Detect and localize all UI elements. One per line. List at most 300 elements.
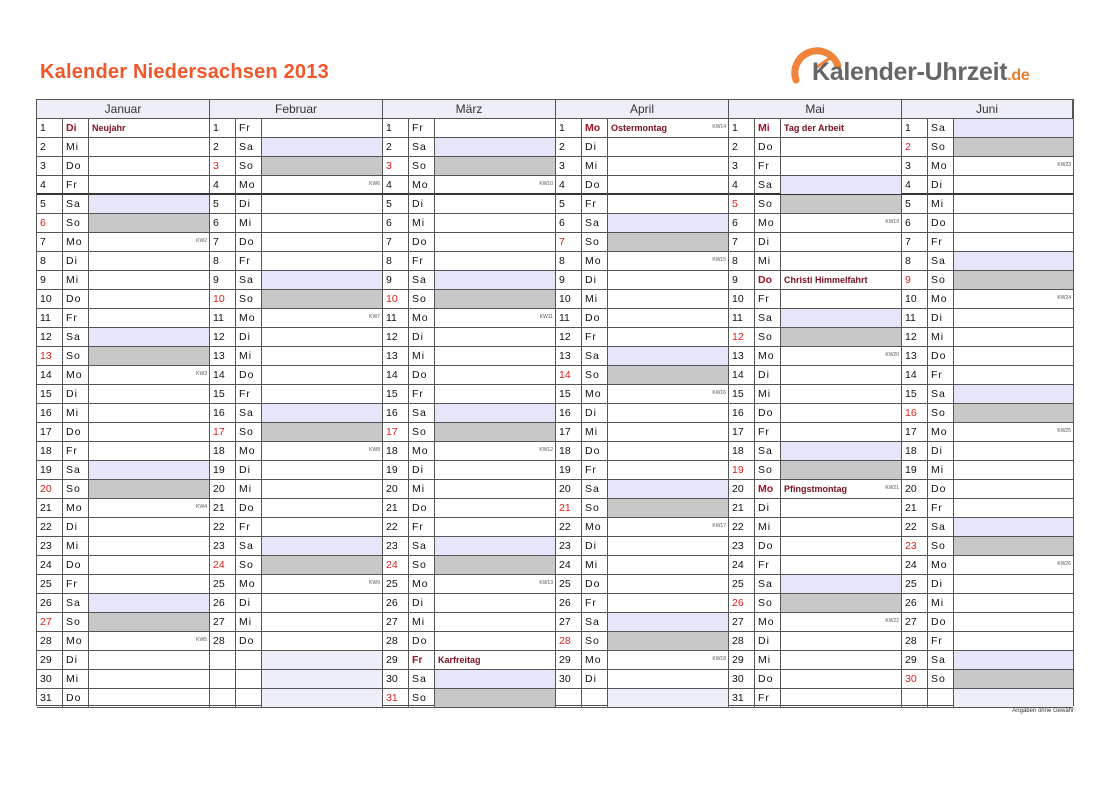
day-row bbox=[729, 556, 902, 575]
day-entry[interactable] bbox=[435, 157, 556, 175]
day-entry[interactable] bbox=[262, 271, 383, 289]
day-entry[interactable] bbox=[262, 499, 383, 517]
day-entry[interactable] bbox=[954, 632, 1073, 650]
day-entry[interactable] bbox=[954, 423, 1073, 441]
day-entry[interactable] bbox=[89, 689, 210, 707]
day-entry[interactable] bbox=[89, 138, 210, 156]
weekday-name: Sa bbox=[582, 347, 608, 365]
day-entry[interactable] bbox=[608, 499, 729, 517]
day-row bbox=[556, 176, 729, 195]
day-entry[interactable] bbox=[608, 157, 729, 175]
day-entry[interactable] bbox=[781, 689, 902, 707]
weekday-name: So bbox=[755, 594, 781, 612]
day-number: 18 bbox=[902, 442, 928, 460]
weekday-name: Mi bbox=[63, 404, 89, 422]
day-entry[interactable] bbox=[262, 518, 383, 536]
day-entry[interactable] bbox=[781, 119, 902, 137]
day-entry[interactable] bbox=[954, 271, 1073, 289]
day-entry[interactable] bbox=[435, 423, 556, 441]
calendar-week-label: KW9 bbox=[369, 580, 380, 586]
day-entry[interactable] bbox=[608, 195, 729, 213]
day-number: 17 bbox=[383, 423, 409, 441]
day-number: 10 bbox=[37, 290, 63, 308]
day-entry[interactable] bbox=[954, 195, 1073, 213]
logo[interactable] bbox=[786, 36, 1076, 94]
day-row bbox=[902, 347, 1073, 366]
day-entry[interactable] bbox=[89, 594, 210, 612]
day-row bbox=[556, 195, 729, 214]
day-entry[interactable] bbox=[262, 404, 383, 422]
day-entry[interactable] bbox=[608, 442, 729, 460]
day-entry[interactable] bbox=[608, 423, 729, 441]
day-entry[interactable] bbox=[89, 556, 210, 574]
day-entry[interactable] bbox=[608, 689, 729, 707]
day-entry[interactable] bbox=[435, 651, 556, 669]
day-entry[interactable] bbox=[781, 575, 902, 593]
day-entry[interactable] bbox=[435, 347, 556, 365]
day-row bbox=[902, 290, 1073, 309]
day-entry[interactable] bbox=[435, 404, 556, 422]
day-entry[interactable] bbox=[781, 461, 902, 479]
day-entry[interactable] bbox=[954, 499, 1073, 517]
day-entry[interactable] bbox=[954, 176, 1073, 194]
day-entry[interactable] bbox=[435, 252, 556, 270]
day-number: 8 bbox=[902, 252, 928, 270]
day-entry[interactable] bbox=[89, 195, 210, 213]
day-entry[interactable] bbox=[435, 385, 556, 403]
day-entry[interactable] bbox=[262, 214, 383, 232]
day-entry[interactable] bbox=[89, 214, 210, 232]
day-entry[interactable] bbox=[262, 252, 383, 270]
day-entry[interactable] bbox=[781, 252, 902, 270]
day-entry[interactable] bbox=[781, 499, 902, 517]
day-entry[interactable] bbox=[89, 480, 210, 498]
day-entry[interactable] bbox=[262, 328, 383, 346]
day-entry[interactable] bbox=[608, 271, 729, 289]
day-entry[interactable] bbox=[608, 594, 729, 612]
day-row bbox=[902, 442, 1073, 461]
weekday-name: Mi bbox=[582, 290, 608, 308]
day-entry[interactable] bbox=[954, 594, 1073, 612]
day-entry[interactable] bbox=[89, 613, 210, 631]
day-entry[interactable] bbox=[89, 233, 210, 251]
day-row bbox=[37, 461, 210, 480]
day-row bbox=[383, 385, 556, 404]
day-entry[interactable] bbox=[89, 271, 210, 289]
day-entry[interactable] bbox=[435, 119, 556, 137]
day-entry[interactable] bbox=[89, 442, 210, 460]
day-entry[interactable] bbox=[608, 214, 729, 232]
day-entry[interactable] bbox=[608, 480, 729, 498]
weekday-name: Sa bbox=[928, 651, 954, 669]
day-row bbox=[902, 613, 1073, 632]
day-row bbox=[383, 442, 556, 461]
day-entry[interactable] bbox=[781, 347, 902, 365]
day-entry[interactable] bbox=[781, 309, 902, 327]
day-number: 2 bbox=[210, 138, 236, 156]
day-row bbox=[37, 252, 210, 271]
weekday-name: Do bbox=[63, 290, 89, 308]
month-header: Juni bbox=[902, 100, 1073, 119]
day-row bbox=[210, 214, 383, 233]
day-row bbox=[729, 575, 902, 594]
day-number: 10 bbox=[556, 290, 582, 308]
day-entry[interactable] bbox=[781, 632, 902, 650]
day-entry[interactable] bbox=[954, 518, 1073, 536]
day-entry[interactable] bbox=[435, 214, 556, 232]
day-entry[interactable] bbox=[608, 233, 729, 251]
day-entry[interactable] bbox=[608, 556, 729, 574]
day-entry[interactable] bbox=[781, 328, 902, 346]
day-entry[interactable] bbox=[262, 556, 383, 574]
day-entry[interactable] bbox=[89, 366, 210, 384]
day-entry[interactable] bbox=[262, 651, 383, 669]
day-row bbox=[729, 385, 902, 404]
day-number: 27 bbox=[902, 613, 928, 631]
day-entry[interactable] bbox=[954, 613, 1073, 631]
day-number: 22 bbox=[210, 518, 236, 536]
day-entry[interactable] bbox=[262, 442, 383, 460]
day-number bbox=[902, 689, 928, 707]
day-entry[interactable] bbox=[954, 404, 1073, 422]
day-entry[interactable] bbox=[608, 138, 729, 156]
weekday-name: Mi bbox=[755, 119, 781, 137]
day-entry[interactable] bbox=[954, 214, 1073, 232]
day-entry[interactable] bbox=[89, 119, 210, 137]
day-entry[interactable] bbox=[781, 290, 902, 308]
day-entry[interactable] bbox=[608, 651, 729, 669]
day-number: 23 bbox=[383, 537, 409, 555]
weekday-name: Fr bbox=[928, 366, 954, 384]
holiday-name: Karfreitag bbox=[438, 655, 481, 665]
day-entry[interactable] bbox=[781, 518, 902, 536]
weekday-name: Fr bbox=[409, 385, 435, 403]
day-entry[interactable] bbox=[954, 385, 1073, 403]
day-entry[interactable] bbox=[262, 138, 383, 156]
day-entry[interactable] bbox=[608, 537, 729, 555]
day-entry[interactable] bbox=[89, 385, 210, 403]
day-entry[interactable] bbox=[435, 366, 556, 384]
day-number: 9 bbox=[902, 271, 928, 289]
weekday-name: Di bbox=[236, 594, 262, 612]
day-row bbox=[556, 233, 729, 252]
day-row bbox=[902, 499, 1073, 518]
day-entry[interactable] bbox=[781, 233, 902, 251]
day-entry[interactable] bbox=[954, 119, 1073, 137]
day-entry[interactable] bbox=[89, 461, 210, 479]
day-entry[interactable] bbox=[781, 157, 902, 175]
day-entry[interactable] bbox=[608, 385, 729, 403]
day-entry[interactable] bbox=[781, 613, 902, 631]
weekday-name: Do bbox=[236, 632, 262, 650]
day-entry[interactable] bbox=[89, 632, 210, 650]
day-entry[interactable] bbox=[608, 366, 729, 384]
day-entry[interactable] bbox=[954, 480, 1073, 498]
day-number: 7 bbox=[210, 233, 236, 251]
day-entry[interactable] bbox=[608, 309, 729, 327]
day-entry[interactable] bbox=[954, 309, 1073, 327]
day-number: 29 bbox=[729, 651, 755, 669]
day-entry[interactable] bbox=[89, 499, 210, 517]
day-entry[interactable] bbox=[781, 271, 902, 289]
day-entry[interactable] bbox=[781, 423, 902, 441]
day-entry[interactable] bbox=[954, 556, 1073, 574]
day-entry[interactable] bbox=[435, 575, 556, 593]
day-number: 9 bbox=[383, 271, 409, 289]
day-row bbox=[902, 404, 1073, 423]
day-row bbox=[729, 404, 902, 423]
day-entry[interactable] bbox=[781, 404, 902, 422]
day-entry[interactable] bbox=[954, 233, 1073, 251]
day-entry[interactable] bbox=[89, 651, 210, 669]
day-entry[interactable] bbox=[89, 328, 210, 346]
day-row bbox=[383, 309, 556, 328]
day-number: 22 bbox=[556, 518, 582, 536]
day-entry[interactable] bbox=[262, 309, 383, 327]
weekday-name: Fr bbox=[63, 309, 89, 327]
day-entry[interactable] bbox=[262, 119, 383, 137]
day-entry[interactable] bbox=[781, 537, 902, 555]
day-entry[interactable] bbox=[262, 385, 383, 403]
day-number: 1 bbox=[383, 119, 409, 137]
day-entry[interactable] bbox=[608, 176, 729, 194]
day-entry[interactable] bbox=[781, 214, 902, 232]
day-entry[interactable] bbox=[954, 670, 1073, 688]
day-entry[interactable] bbox=[89, 309, 210, 327]
day-entry[interactable] bbox=[608, 575, 729, 593]
day-entry[interactable] bbox=[435, 138, 556, 156]
day-entry[interactable] bbox=[954, 461, 1073, 479]
day-entry[interactable] bbox=[435, 176, 556, 194]
day-entry[interactable] bbox=[262, 347, 383, 365]
day-entry[interactable] bbox=[89, 157, 210, 175]
day-number: 13 bbox=[37, 347, 63, 365]
day-row bbox=[902, 423, 1073, 442]
weekday-name: So bbox=[409, 290, 435, 308]
weekday-name bbox=[236, 689, 262, 707]
day-row bbox=[729, 271, 902, 290]
day-row bbox=[556, 613, 729, 632]
day-number: 7 bbox=[729, 233, 755, 251]
day-entry[interactable] bbox=[262, 594, 383, 612]
day-number: 10 bbox=[729, 290, 755, 308]
day-number: 2 bbox=[729, 138, 755, 156]
day-entry[interactable] bbox=[954, 138, 1073, 156]
day-number: 6 bbox=[383, 214, 409, 232]
day-entry[interactable] bbox=[608, 632, 729, 650]
day-entry[interactable] bbox=[608, 461, 729, 479]
day-entry[interactable] bbox=[608, 518, 729, 536]
day-entry[interactable] bbox=[954, 537, 1073, 555]
day-entry[interactable] bbox=[608, 290, 729, 308]
day-entry[interactable] bbox=[262, 537, 383, 555]
day-entry[interactable] bbox=[435, 271, 556, 289]
day-number: 10 bbox=[210, 290, 236, 308]
day-number: 5 bbox=[556, 195, 582, 213]
day-entry[interactable] bbox=[89, 518, 210, 536]
day-entry[interactable] bbox=[435, 594, 556, 612]
weekday-name: Mo bbox=[755, 480, 781, 498]
day-row bbox=[729, 214, 902, 233]
day-number: 27 bbox=[37, 613, 63, 631]
day-entry[interactable] bbox=[781, 670, 902, 688]
day-entry[interactable] bbox=[262, 157, 383, 175]
day-entry[interactable] bbox=[435, 518, 556, 536]
day-entry[interactable] bbox=[608, 328, 729, 346]
day-row bbox=[556, 480, 729, 499]
day-entry[interactable] bbox=[435, 670, 556, 688]
day-entry[interactable] bbox=[954, 689, 1073, 707]
day-entry[interactable] bbox=[608, 347, 729, 365]
day-entry[interactable] bbox=[954, 290, 1073, 308]
day-entry[interactable] bbox=[89, 575, 210, 593]
weekday-name: Do bbox=[236, 366, 262, 384]
day-entry[interactable] bbox=[781, 556, 902, 574]
weekday-name: Mo bbox=[928, 290, 954, 308]
day-number: 29 bbox=[902, 651, 928, 669]
day-entry[interactable] bbox=[262, 461, 383, 479]
weekday-name: Do bbox=[928, 613, 954, 631]
day-entry[interactable] bbox=[781, 138, 902, 156]
day-entry[interactable] bbox=[435, 689, 556, 707]
day-entry[interactable] bbox=[89, 404, 210, 422]
day-entry[interactable] bbox=[781, 366, 902, 384]
day-entry[interactable] bbox=[262, 290, 383, 308]
day-entry[interactable] bbox=[608, 119, 729, 137]
day-entry[interactable] bbox=[608, 404, 729, 422]
weekday-name: Sa bbox=[63, 328, 89, 346]
day-row bbox=[729, 309, 902, 328]
day-entry[interactable] bbox=[781, 442, 902, 460]
calendar-week-label: KW12 bbox=[539, 447, 553, 453]
day-number: 4 bbox=[902, 176, 928, 194]
day-entry[interactable] bbox=[262, 423, 383, 441]
day-row bbox=[210, 689, 383, 708]
day-row bbox=[556, 366, 729, 385]
day-entry[interactable] bbox=[262, 480, 383, 498]
day-row bbox=[37, 138, 210, 157]
weekday-name: Mo bbox=[582, 119, 608, 137]
weekday-name: Fr bbox=[755, 689, 781, 707]
day-number: 2 bbox=[556, 138, 582, 156]
day-row bbox=[383, 195, 556, 214]
day-entry[interactable] bbox=[262, 632, 383, 650]
day-entry[interactable] bbox=[608, 252, 729, 270]
day-entry[interactable] bbox=[435, 195, 556, 213]
day-entry[interactable] bbox=[954, 328, 1073, 346]
page-title: Kalender Niedersachsen 2013 bbox=[40, 61, 329, 83]
weekday-name: So bbox=[236, 423, 262, 441]
weekday-name: Sa bbox=[582, 480, 608, 498]
weekday-name: Di bbox=[928, 442, 954, 460]
day-row bbox=[383, 575, 556, 594]
day-entry[interactable] bbox=[435, 499, 556, 517]
day-row bbox=[210, 575, 383, 594]
day-entry[interactable] bbox=[954, 651, 1073, 669]
weekday-name: Di bbox=[63, 119, 89, 137]
day-number: 27 bbox=[556, 613, 582, 631]
day-entry[interactable] bbox=[781, 385, 902, 403]
day-row bbox=[729, 461, 902, 480]
day-entry[interactable] bbox=[262, 670, 383, 688]
day-entry[interactable] bbox=[954, 442, 1073, 460]
day-entry[interactable] bbox=[435, 328, 556, 346]
day-number: 27 bbox=[729, 613, 755, 631]
weekday-name: Sa bbox=[236, 271, 262, 289]
day-number: 9 bbox=[210, 271, 236, 289]
day-entry[interactable] bbox=[781, 176, 902, 194]
day-number: 12 bbox=[729, 328, 755, 346]
day-entry[interactable] bbox=[262, 195, 383, 213]
day-entry[interactable] bbox=[89, 347, 210, 365]
day-entry[interactable] bbox=[781, 195, 902, 213]
day-entry[interactable] bbox=[89, 176, 210, 194]
weekday-name: Mo bbox=[755, 347, 781, 365]
weekday-name: Sa bbox=[63, 195, 89, 213]
day-entry[interactable] bbox=[435, 461, 556, 479]
day-number: 11 bbox=[729, 309, 755, 327]
day-entry[interactable] bbox=[435, 309, 556, 327]
day-number: 15 bbox=[383, 385, 409, 403]
day-entry[interactable] bbox=[608, 613, 729, 631]
day-entry[interactable] bbox=[89, 537, 210, 555]
day-entry[interactable] bbox=[954, 157, 1073, 175]
day-entry[interactable] bbox=[89, 290, 210, 308]
weekday-name: Fr bbox=[582, 461, 608, 479]
day-entry[interactable] bbox=[262, 575, 383, 593]
day-row bbox=[902, 518, 1073, 537]
day-entry[interactable] bbox=[954, 252, 1073, 270]
day-entry[interactable] bbox=[89, 423, 210, 441]
day-entry[interactable] bbox=[262, 233, 383, 251]
day-entry[interactable] bbox=[89, 252, 210, 270]
day-number: 23 bbox=[729, 537, 755, 555]
day-number: 7 bbox=[556, 233, 582, 251]
day-entry[interactable] bbox=[781, 480, 902, 498]
day-entry[interactable] bbox=[262, 176, 383, 194]
day-number: 3 bbox=[37, 157, 63, 175]
day-entry[interactable] bbox=[435, 556, 556, 574]
day-entry[interactable] bbox=[262, 689, 383, 707]
day-number: 16 bbox=[210, 404, 236, 422]
calendar-week-label: KW11 bbox=[539, 314, 553, 320]
day-entry[interactable] bbox=[781, 594, 902, 612]
day-entry[interactable] bbox=[435, 632, 556, 650]
day-entry[interactable] bbox=[781, 651, 902, 669]
day-entry[interactable] bbox=[435, 290, 556, 308]
day-number: 26 bbox=[383, 594, 409, 612]
day-entry[interactable] bbox=[954, 347, 1073, 365]
day-entry[interactable] bbox=[608, 670, 729, 688]
day-entry[interactable] bbox=[262, 613, 383, 631]
day-row bbox=[902, 594, 1073, 613]
day-number: 29 bbox=[383, 651, 409, 669]
day-entry[interactable] bbox=[435, 613, 556, 631]
day-entry[interactable] bbox=[262, 366, 383, 384]
day-entry[interactable] bbox=[435, 480, 556, 498]
weekday-name: Fr bbox=[63, 176, 89, 194]
weekday-name: Mi bbox=[63, 537, 89, 555]
day-row bbox=[210, 385, 383, 404]
calendar-week-label: KW21 bbox=[885, 485, 899, 491]
day-entry[interactable] bbox=[89, 670, 210, 688]
day-entry[interactable] bbox=[954, 366, 1073, 384]
day-entry[interactable] bbox=[435, 537, 556, 555]
day-entry[interactable] bbox=[954, 575, 1073, 593]
day-entry[interactable] bbox=[435, 442, 556, 460]
weekday-name: So bbox=[582, 499, 608, 517]
day-entry[interactable] bbox=[435, 233, 556, 251]
